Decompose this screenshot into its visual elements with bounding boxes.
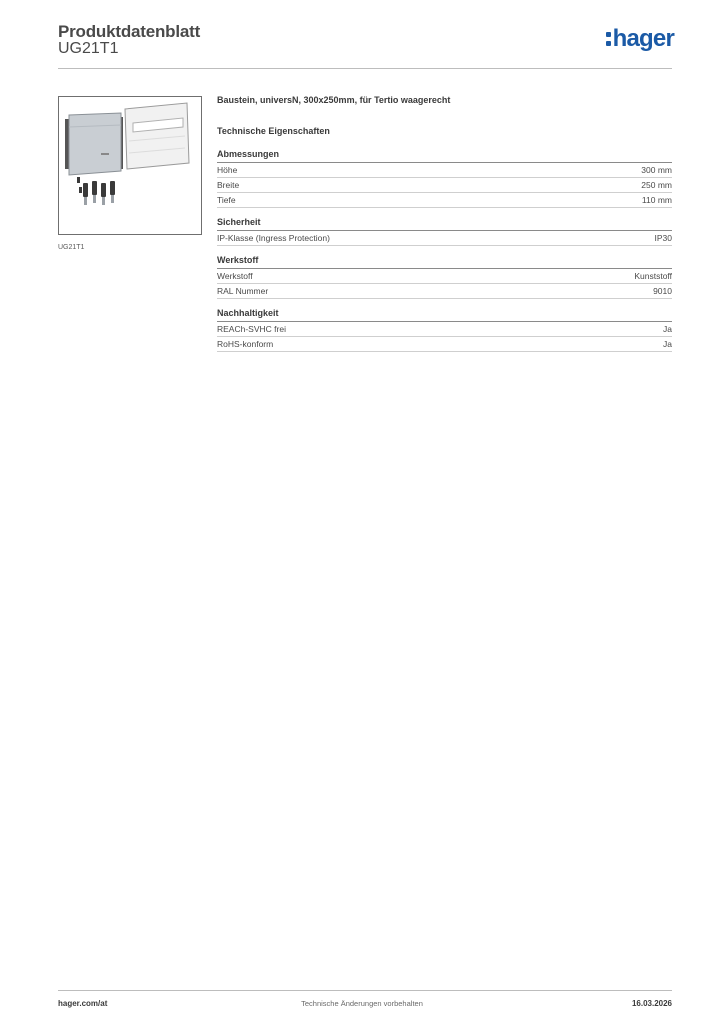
row-value: Ja (663, 339, 672, 349)
row-value: 110 mm (641, 195, 672, 205)
section-material (217, 255, 672, 299)
technical-properties-title: Technische Eigenschaften (217, 126, 330, 136)
section-title: Werkstoff (217, 255, 672, 269)
section-sustainability (217, 308, 672, 352)
section-safety (217, 217, 672, 246)
table-row (217, 322, 672, 337)
footer-website-link[interactable]: hager.com/at (58, 999, 108, 1008)
table-row (217, 193, 672, 208)
row-value: Ja (663, 324, 672, 334)
table-row (217, 231, 672, 246)
row-label: Tiefe (217, 195, 236, 205)
table-row (217, 178, 672, 193)
hager-logo[interactable] (606, 27, 674, 51)
product-description: Baustein, universN, 300x250mm, für Tertio waagerecht (217, 95, 451, 105)
header-divider (58, 68, 672, 69)
logo-dots-icon (606, 32, 611, 46)
footer-divider (58, 990, 672, 991)
section-title: Nachhaltigkeit (217, 308, 672, 322)
row-label: Breite (217, 180, 240, 190)
table-row (217, 163, 672, 178)
row-label: RAL Nummer (217, 286, 269, 296)
row-label: Werkstoff (217, 271, 253, 281)
logo-text: hager (612, 25, 674, 52)
product-code: UG21T1 (58, 40, 119, 57)
table-row (217, 284, 672, 299)
row-label: RoHS-konform (217, 339, 274, 349)
footer-notice: Technische Änderungen vorbehalten (301, 999, 423, 1008)
row-value: IP30 (654, 233, 672, 243)
row-value: 250 mm (641, 180, 672, 190)
section-title: Abmessungen (217, 149, 672, 163)
product-illustration-icon (59, 97, 201, 234)
section-title: Sicherheit (217, 217, 672, 231)
table-row (217, 269, 672, 284)
row-value: 9010 (653, 286, 672, 296)
row-value: Kunststoff (634, 271, 672, 281)
product-details (217, 95, 672, 352)
table-row (217, 337, 672, 352)
footer-date: 16.03.2026 (631, 999, 672, 1008)
product-image (58, 96, 202, 235)
row-label: REACh-SVHC frei (217, 324, 286, 334)
page-title: Produktdatenblatt (58, 22, 201, 41)
section-dimensions (217, 149, 672, 208)
row-label: Höhe (217, 165, 238, 175)
row-value: 300 mm (641, 165, 672, 175)
image-caption: UG21T1 (58, 244, 85, 251)
row-label: IP-Klasse (Ingress Protection) (217, 233, 330, 243)
